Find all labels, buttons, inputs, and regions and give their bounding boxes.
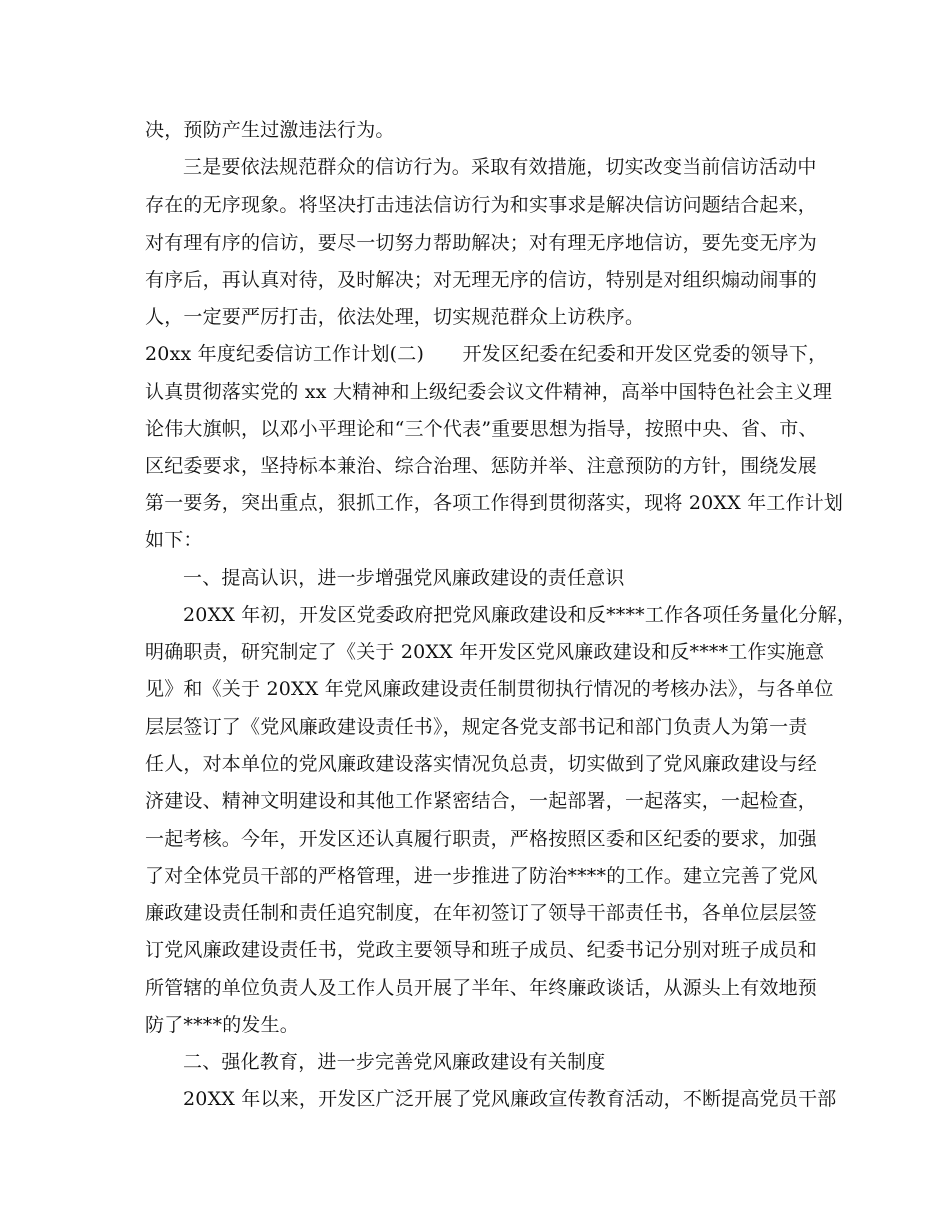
text-line: 对有理有序的信访，要尽一切努力帮助解决；对有理无序地信访，要先变无序为 <box>145 232 818 254</box>
text-line: 所管辖的单位负责人及工作人员开展了半年、年终廉政谈话，从源头上有效地预 <box>145 977 818 999</box>
text-line: 如下： <box>145 529 203 551</box>
text-line: 层层签订了《党风廉政建设责任书》，规定各党支部书记和部门负责人为第一责 <box>145 716 808 738</box>
text-line: 有序后，再认真对待，及时解决；对无理无序的信访，特别是对组织煽动闹事的 <box>145 269 818 291</box>
subheading-1: 一、提高认识，进一步增强党风廉政建设的责任意识 <box>183 567 625 589</box>
text-line: 订党风廉政建设责任书，党政主要领导和班子成员、纪委书记分别对班子成员和 <box>145 939 818 961</box>
text-line: 第一要务，突出重点，狠抓工作，各项工作得到贯彻落实，现将 20XX 年工作计划 <box>145 492 844 514</box>
text-line: 三是要依法规范群众的信访行为。采取有效措施，切实改变当前信访活动中 <box>183 156 817 178</box>
text-line: 论伟大旗帜，以邓小平理论和“三个代表”重要思想为指导，按照中央、省、市、 <box>145 418 818 440</box>
text-line: 20XX 年初，开发区党委政府把党风廉政建设和反****工作各项任务量化分解， <box>183 604 857 626</box>
text-line: 决，预防产生过激违法行为。 <box>145 119 395 141</box>
text-line: 明确职责，研究制定了《关于 20XX 年开发区党风廉政建设和反****工作实施意 <box>145 641 825 663</box>
subheading-2: 二、强化教育，进一步完善党风廉政建设有关制度 <box>183 1051 606 1073</box>
text-line: 任人，对本单位的党风廉政建设落实情况负总责，切实做到了党风廉政建设与经 <box>145 753 818 775</box>
text-line: 认真贯彻落实党的 xx 大精神和上级纪委会议文件精神，高举中国特色社会主义理 <box>145 381 833 403</box>
text-line: 见》和《关于 20XX 年党风廉政建设责任制贯彻执行情况的考核办法》，与各单位 <box>145 678 834 700</box>
text-line: 防了****的发生。 <box>145 1014 300 1036</box>
text-line: 济建设、精神文明建设和其他工作紧密结合，一起部署，一起落实，一起检查， <box>145 790 818 812</box>
text-line: 区纪委要求，坚持标本兼治、综合治理、惩防并举、注意预防的方针，围绕发展 <box>145 455 818 477</box>
text-line: 一起考核。今年，开发区还认真履行职责，严格按照区委和区纪委的要求，加强 <box>145 828 818 850</box>
text-line: 存在的无序现象。将坚决打击违法信访行为和实事求是解决信访问题结合起来， <box>145 194 818 216</box>
section-heading-line: 20xx 年度纪委信访工作计划(二) 开发区纪委在纪委和开发区党委的领导下， <box>145 343 828 365</box>
text-line: 了对全体党员干部的严格管理，进一步推进了防治****的工作。建立完善了党风 <box>145 865 818 887</box>
text-line: 20XX 年以来，开发区广泛开展了党风廉政宣传教育活动，不断提高党员干部 <box>183 1088 837 1110</box>
text-line: 人，一定要严厉打击，依法处理，切实规范群众上访秩序。 <box>145 306 645 328</box>
text-line: 廉政建设责任制和责任追究制度，在年初签订了领导干部责任书，各单位层层签 <box>145 902 818 924</box>
